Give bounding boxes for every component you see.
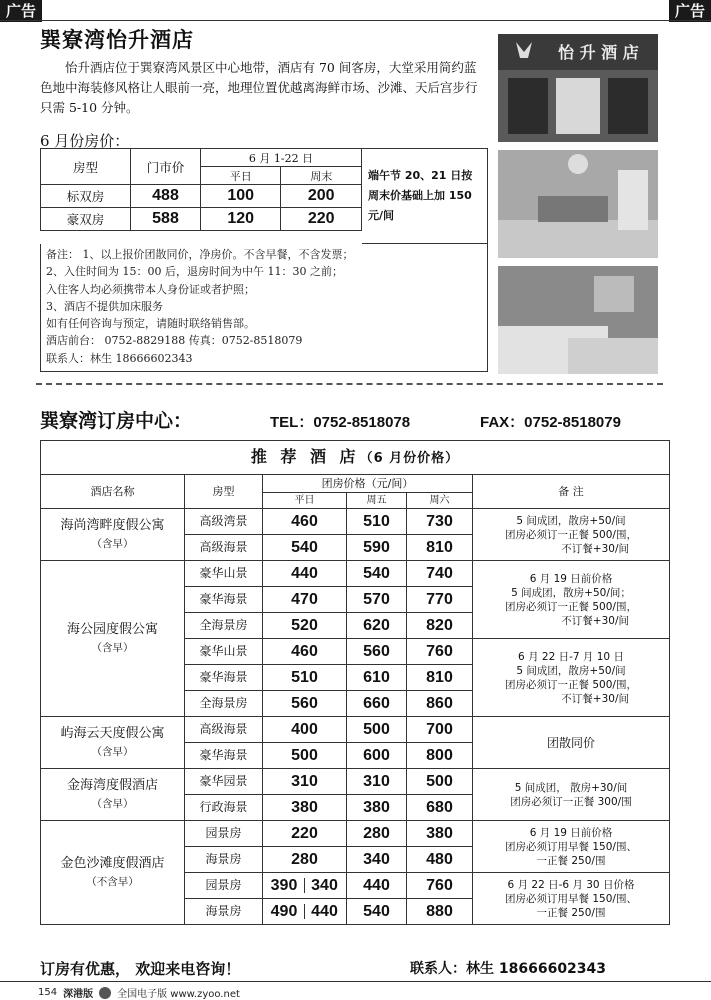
- remark-line: 5 间成团，散房+50/间；: [511, 586, 631, 599]
- weekday-price: 400: [263, 717, 347, 743]
- saturday-price: 740: [407, 561, 473, 587]
- recommended-hotels-table: [40, 440, 670, 925]
- rack-price: 588: [131, 208, 201, 231]
- remark-line: 团散同价: [546, 735, 595, 750]
- saturday-price: 820: [407, 613, 473, 639]
- saturday-price: 700: [407, 717, 473, 743]
- room-type: 行政海景: [185, 795, 263, 821]
- table-row: [41, 769, 670, 795]
- weekday-price: 500: [263, 743, 347, 769]
- friday-price: 600: [347, 743, 407, 769]
- remark-line: 5 间成团，散房+50/间: [516, 514, 626, 527]
- weekday-price: 220: [263, 821, 347, 847]
- weekday-price-split: [263, 873, 347, 899]
- breakfast: （含早）: [91, 641, 134, 654]
- friday-price: 570: [347, 587, 407, 613]
- remark-line: 一正餐 250/围: [536, 854, 606, 867]
- remark-line: 6 月 22 日-7 月 10 日: [518, 650, 624, 663]
- room-type: 园景房: [185, 821, 263, 847]
- room-type: 海景房: [185, 899, 263, 925]
- dashed-divider: [36, 383, 663, 385]
- publisher-logo-icon: [99, 987, 111, 999]
- saturday-price: 770: [407, 587, 473, 613]
- col-saturday: 周六: [407, 493, 473, 509]
- notes-box: [40, 244, 488, 372]
- weekday-price: 100: [201, 185, 281, 208]
- saturday-price: 760: [407, 873, 473, 899]
- ad-tag-left: 广告: [0, 0, 42, 22]
- col-room-type: 房型: [41, 149, 131, 185]
- edition: 深港版: [63, 989, 94, 1000]
- remark-line: 团房必须订一正餐 500/围，: [505, 600, 637, 613]
- col-room: 房型: [185, 475, 263, 509]
- weekday-price-a: 390: [265, 878, 305, 893]
- remark-line: 团房必须订一正餐 500/围，: [505, 528, 637, 541]
- remark-line: 5 间成团， 散房+30/间: [514, 781, 628, 794]
- friday-price: 280: [347, 821, 407, 847]
- hotel-intro: 怡升酒店位于巽寮湾风景区中心地带，酒店有 70 间客房，大堂采用简约蓝色地中海装修风格让人眼前一亮，地理位置优越离海鲜市场、沙滩、天后宫步行只需 5-10 分钟。: [40, 60, 478, 115]
- weekday-price: 560: [263, 691, 347, 717]
- weekday-price: 470: [263, 587, 347, 613]
- table-row: [41, 821, 670, 847]
- weekday-price: 540: [263, 535, 347, 561]
- saturday-price: 760: [407, 639, 473, 665]
- hotel-name-cell: [41, 509, 185, 561]
- booking-center-title: 巽寮湾订房中心：: [40, 410, 193, 432]
- price-table: [40, 148, 362, 231]
- room-type: 豪华园景: [185, 769, 263, 795]
- remark-line: 团房必须订一正餐 500/围，: [505, 678, 637, 691]
- table-title-text: 推 荐 酒 店: [250, 447, 360, 466]
- note-line: 3、酒店不提供加床服务: [46, 299, 163, 313]
- remarks: [473, 769, 670, 821]
- breakfast: （含早）: [91, 537, 134, 550]
- remark-line: 一正餐 250/围: [536, 906, 606, 919]
- hotel-lobby-photo: [498, 150, 658, 258]
- remark-line: 不订餐+30/间: [561, 692, 629, 705]
- remarks: [473, 561, 670, 639]
- site-link: 全国电子版 www.zyoo.net: [117, 989, 240, 1000]
- friday-price: 310: [347, 769, 407, 795]
- remarks: [473, 717, 670, 769]
- weekend-price: 200: [281, 185, 362, 208]
- hotel-name-cell: [41, 769, 185, 821]
- svg-text:怡 升 酒 店: 怡 升 酒 店: [558, 43, 639, 62]
- price-row: [41, 185, 362, 208]
- table-row: [41, 509, 670, 535]
- col-remarks: 备 注: [473, 475, 670, 509]
- table-row: [41, 717, 670, 743]
- hotel-name-cell: [41, 717, 185, 769]
- room-type: 豪华海景: [185, 665, 263, 691]
- friday-price: 620: [347, 613, 407, 639]
- weekday-price: 310: [263, 769, 347, 795]
- friday-price: 380: [347, 795, 407, 821]
- ad-tag-right: 广告: [669, 0, 711, 22]
- note-line: 备注： 1、以上报价团散同价，净房价。不含早餐，不含发票；: [46, 248, 354, 261]
- friday-price: 610: [347, 665, 407, 691]
- room-type: 高级湾景: [185, 509, 263, 535]
- hotel-title: 巽寮湾怡升酒店: [40, 28, 194, 52]
- saturday-price: 680: [407, 795, 473, 821]
- weekday-price: 460: [263, 639, 347, 665]
- hotel-facade-photo: [498, 34, 658, 142]
- remarks: [473, 639, 670, 717]
- tel: TEL：0752-8518078: [270, 414, 411, 431]
- friday-price: 560: [347, 639, 407, 665]
- remarks: [473, 873, 670, 925]
- bottom-rule: [0, 981, 711, 982]
- weekday-price: 120: [201, 208, 281, 231]
- fax: FAX：0752-8518079: [480, 414, 621, 431]
- room-type: 全海景房: [185, 613, 263, 639]
- saturday-price: 380: [407, 821, 473, 847]
- col-friday: 周五: [347, 493, 407, 509]
- room-type: 高级海景: [185, 717, 263, 743]
- table-title: [41, 441, 670, 475]
- weekend-price: 220: [281, 208, 362, 231]
- note-line: 入住客人均必须携带本人身份证或者护照；: [46, 282, 255, 296]
- saturday-price: 880: [407, 899, 473, 925]
- page-number: 154: [38, 987, 58, 998]
- hotel-name-cell: [41, 821, 185, 925]
- breakfast: （含早）: [91, 745, 134, 758]
- friday-price: 510: [347, 509, 407, 535]
- friday-price: 340: [347, 847, 407, 873]
- room-type: 豪华海景: [185, 587, 263, 613]
- friday-price: 540: [347, 899, 407, 925]
- col-weekday: 平日: [263, 493, 347, 509]
- saturday-price: 860: [407, 691, 473, 717]
- table-row: [41, 561, 670, 587]
- booking-contact: 联系人：林生 18666602343: [410, 961, 607, 977]
- saturday-price: 480: [407, 847, 473, 873]
- note-line: 如有任何咨询与预定，请随时联络销售部。: [46, 317, 255, 331]
- friday-price: 540: [347, 561, 407, 587]
- weekday-price: 520: [263, 613, 347, 639]
- note-line: 2、入住时间为 15：00 后，退房时间为中午 11：30 之前；: [46, 265, 343, 279]
- room-type: 豪华山景: [185, 561, 263, 587]
- room-type: 高级海景: [185, 535, 263, 561]
- remark-line: 6 月 19 日前价格: [529, 826, 613, 839]
- col-weekday: 平日: [201, 167, 281, 185]
- col-hotel: 酒店名称: [41, 475, 185, 509]
- weekday-price: 510: [263, 665, 347, 691]
- col-period: 6 月 1-22 日: [201, 149, 362, 167]
- friday-price: 590: [347, 535, 407, 561]
- saturday-price: 730: [407, 509, 473, 535]
- breakfast: （含早）: [91, 797, 134, 810]
- hotel-name: 金海湾度假酒店: [66, 777, 158, 793]
- saturday-price: 810: [407, 535, 473, 561]
- room-type: 全海景房: [185, 691, 263, 717]
- friday-price: 440: [347, 873, 407, 899]
- hotel-room-photo: [498, 266, 658, 374]
- saturday-price: 810: [407, 665, 473, 691]
- hotel-name-cell: [41, 561, 185, 717]
- table-subtitle: （6 月份价格）: [359, 451, 460, 466]
- holiday-note: 端午节 20、21 日按周末价基础上加 150 元/间: [362, 148, 488, 244]
- col-weekend: 周末: [281, 167, 362, 185]
- rack-price: 488: [131, 185, 201, 208]
- room-type: 豪华海景: [185, 743, 263, 769]
- remark-line: 团房必须订用早餐 150/围、: [505, 840, 637, 853]
- saturday-price: 500: [407, 769, 473, 795]
- remarks: [473, 821, 670, 873]
- remarks: [473, 509, 670, 561]
- weekday-price: 280: [263, 847, 347, 873]
- note-line: 联系人：林生 18666602343: [46, 351, 193, 365]
- weekday-price-b: 440: [311, 903, 338, 920]
- weekday-price: 460: [263, 509, 347, 535]
- remark-line: 不订餐+30/间: [561, 614, 629, 627]
- remark-line: 团房必须订用早餐 150/围、: [505, 892, 637, 905]
- hotel-name: 海尚湾畔度假公寓: [60, 517, 165, 533]
- remark-line: 5 间成团，散房+50/间: [516, 664, 626, 677]
- hotel-name: 金色沙滩度假酒店: [60, 855, 165, 871]
- note-line: 酒店前台： 0752-8829188 传真：0752-8518079: [46, 334, 303, 348]
- remark-line: 不订餐+30/间: [561, 542, 629, 555]
- remark-line: 6 月 19 日前价格: [529, 572, 613, 585]
- room-type: 豪华山景: [185, 639, 263, 665]
- room-type: 园景房: [185, 873, 263, 899]
- hotel-name: 屿海云天度假公寓: [60, 725, 165, 741]
- price-label: 6 月份房价：: [40, 132, 130, 150]
- room-type: 豪双房: [41, 208, 131, 231]
- col-rack-rate: 门市价: [131, 149, 201, 185]
- weekday-price-a: 490: [265, 904, 305, 919]
- price-row: [41, 208, 362, 231]
- remark-line: 6 月 22 日-6 月 30 日价格: [507, 878, 635, 891]
- room-type: 标双房: [41, 185, 131, 208]
- top-rule: [0, 20, 711, 21]
- weekday-price: 380: [263, 795, 347, 821]
- friday-price: 500: [347, 717, 407, 743]
- breakfast: （不含早）: [86, 875, 139, 888]
- weekday-price-split: [263, 899, 347, 925]
- weekday-price-b: 340: [311, 877, 338, 894]
- remark-line: 团房必须订一正餐 300/围: [510, 795, 632, 808]
- hotel-name: 海公园度假公寓: [66, 621, 158, 637]
- room-type: 海景房: [185, 847, 263, 873]
- booking-cta: 订房有优惠， 欢迎来电咨询！: [40, 960, 241, 978]
- weekday-price: 440: [263, 561, 347, 587]
- col-group-price: 团房价格（元/间）: [263, 475, 473, 493]
- saturday-price: 800: [407, 743, 473, 769]
- page-footer: [38, 985, 240, 1000]
- friday-price: 660: [347, 691, 407, 717]
